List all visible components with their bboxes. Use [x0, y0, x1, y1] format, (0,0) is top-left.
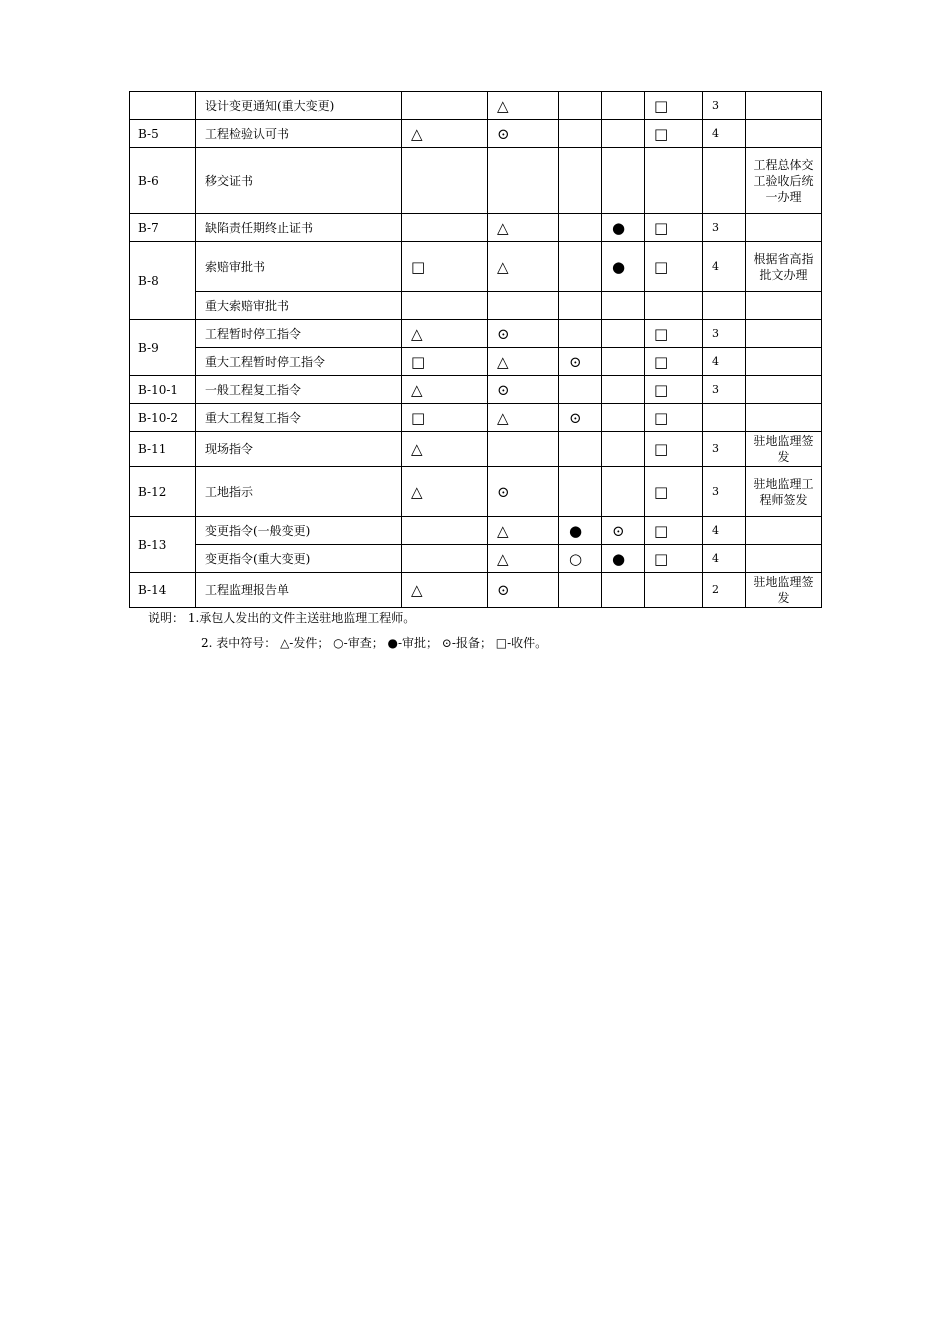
table-row	[130, 292, 822, 320]
remark-cell	[746, 320, 822, 348]
symbol-cell: ⊙	[559, 404, 602, 432]
remark-cell: 驻地监理签发	[746, 432, 822, 467]
symbol-cell: △	[488, 404, 559, 432]
symbol-cell: □	[645, 242, 703, 292]
copies-cell	[703, 292, 746, 320]
document-name-cell: 缺陷责任期终止证书	[196, 214, 402, 242]
copies-cell: 4	[703, 545, 746, 573]
symbol-cell: ⊙	[488, 120, 559, 148]
symbol-cell	[602, 92, 645, 120]
copies-cell: 3	[703, 376, 746, 404]
symbol-cell: □	[645, 120, 703, 148]
symbol-cell	[559, 120, 602, 148]
symbol-cell: ●	[559, 517, 602, 545]
symbol-cell: △	[488, 242, 559, 292]
symbol-cell: △	[488, 517, 559, 545]
symbol-cell	[488, 148, 559, 214]
symbol-cell: △	[402, 320, 488, 348]
symbol-cell	[559, 573, 602, 608]
document-name-cell: 重大索赔审批书	[196, 292, 402, 320]
document-code-cell: B-7	[130, 214, 196, 242]
document-code-cell: B-5	[130, 120, 196, 148]
table-row	[130, 467, 822, 517]
table-body	[130, 92, 822, 608]
symbol-cell	[602, 148, 645, 214]
copies-cell: 3	[703, 214, 746, 242]
document-name-cell: 工地指示	[196, 467, 402, 517]
symbol-cell: △	[488, 214, 559, 242]
symbol-cell: ●	[602, 545, 645, 573]
copies-cell: 4	[703, 348, 746, 376]
symbol-cell	[602, 348, 645, 376]
document-name-cell: 变更指令(一般变更)	[196, 517, 402, 545]
table-row	[130, 404, 822, 432]
document-code-cell: B-6	[130, 148, 196, 214]
symbol-cell	[602, 292, 645, 320]
symbol-cell: ⊙	[488, 376, 559, 404]
symbol-cell	[602, 376, 645, 404]
remark-cell	[746, 214, 822, 242]
symbol-cell	[559, 432, 602, 467]
symbol-cell	[645, 292, 703, 320]
symbol-cell: △	[402, 467, 488, 517]
symbol-cell: □	[645, 404, 703, 432]
symbol-cell: △	[402, 573, 488, 608]
remark-cell	[746, 348, 822, 376]
document-code-cell: B-11	[130, 432, 196, 467]
symbol-cell: □	[645, 467, 703, 517]
table-row	[130, 214, 822, 242]
symbol-cell: ⊙	[602, 517, 645, 545]
document-name-cell: 设计变更通知(重大变更)	[196, 92, 402, 120]
symbol-cell: □	[402, 242, 488, 292]
document-code-cell: B-8	[130, 242, 196, 320]
table-row	[130, 517, 822, 545]
remark-cell	[746, 517, 822, 545]
table-row	[130, 376, 822, 404]
document-name-cell: 索赔审批书	[196, 242, 402, 292]
copies-cell: 2	[703, 573, 746, 608]
copies-cell: 4	[703, 242, 746, 292]
document-code-cell: B-13	[130, 517, 196, 573]
document-name-cell: 重大工程复工指令	[196, 404, 402, 432]
symbol-cell	[559, 376, 602, 404]
table-row	[130, 120, 822, 148]
document-table	[129, 91, 822, 608]
symbol-cell: ○	[559, 545, 602, 573]
table-row	[130, 432, 822, 467]
table-row	[130, 573, 822, 608]
symbol-cell: △	[488, 545, 559, 573]
document-name-cell: 移交证书	[196, 148, 402, 214]
note-line-2: 2. 表中符号： △-发件； ○-审查； ●-审批； ⊙-报备； □-收件。	[201, 636, 548, 650]
symbol-cell: □	[645, 517, 703, 545]
note-line-1: 说明： 1.承包人发出的文件主送驻地监理工程师。	[148, 611, 416, 625]
symbol-cell: △	[488, 348, 559, 376]
symbol-cell: ●	[602, 214, 645, 242]
copies-cell: 3	[703, 432, 746, 467]
symbol-cell: ⊙	[488, 573, 559, 608]
table-row	[130, 348, 822, 376]
symbol-cell	[402, 92, 488, 120]
symbol-cell: △	[402, 432, 488, 467]
copies-cell	[703, 404, 746, 432]
symbol-cell: □	[645, 92, 703, 120]
remark-cell: 工程总体交工验收后统一办理	[746, 148, 822, 214]
document-code-cell: B-10-2	[130, 404, 196, 432]
symbol-cell: □	[402, 348, 488, 376]
symbol-cell	[402, 545, 488, 573]
copies-cell: 3	[703, 467, 746, 517]
symbol-cell	[559, 242, 602, 292]
document-name-cell: 现场指令	[196, 432, 402, 467]
document-name-cell: 重大工程暂时停工指令	[196, 348, 402, 376]
symbol-cell	[488, 292, 559, 320]
remark-cell	[746, 92, 822, 120]
table-row	[130, 242, 822, 292]
symbol-cell	[559, 467, 602, 517]
document-code-cell: B-14	[130, 573, 196, 608]
symbol-cell: △	[488, 92, 559, 120]
document-name-cell: 一般工程复工指令	[196, 376, 402, 404]
symbol-cell	[559, 148, 602, 214]
symbol-cell	[602, 573, 645, 608]
document-name-cell: 工程暂时停工指令	[196, 320, 402, 348]
symbol-cell: □	[402, 404, 488, 432]
document-code-cell	[130, 92, 196, 120]
symbol-cell	[645, 573, 703, 608]
symbol-cell: □	[645, 320, 703, 348]
document-code-cell: B-12	[130, 467, 196, 517]
symbol-cell	[402, 214, 488, 242]
symbol-cell	[559, 320, 602, 348]
symbol-cell: □	[645, 432, 703, 467]
copies-cell: 4	[703, 120, 746, 148]
table-row	[130, 545, 822, 573]
symbol-cell: ⊙	[488, 320, 559, 348]
symbol-cell	[402, 517, 488, 545]
copies-cell: 3	[703, 320, 746, 348]
document-name-cell: 工程检验认可书	[196, 120, 402, 148]
symbol-cell: △	[402, 376, 488, 404]
remark-cell	[746, 545, 822, 573]
document-name-cell: 工程监理报告单	[196, 573, 402, 608]
copies-cell: 3	[703, 92, 746, 120]
table-row	[130, 320, 822, 348]
table-row	[130, 148, 822, 214]
symbol-cell: □	[645, 348, 703, 376]
symbol-cell: □	[645, 545, 703, 573]
symbol-cell	[402, 292, 488, 320]
symbol-cell	[602, 404, 645, 432]
symbol-cell	[402, 148, 488, 214]
remark-cell: 根据省高指批文办理	[746, 242, 822, 292]
symbol-cell: ⊙	[488, 467, 559, 517]
symbol-cell	[559, 292, 602, 320]
symbol-cell: △	[402, 120, 488, 148]
document-code-cell: B-10-1	[130, 376, 196, 404]
symbol-cell	[602, 467, 645, 517]
symbol-cell	[602, 320, 645, 348]
document-code-cell: B-9	[130, 320, 196, 376]
copies-cell: 4	[703, 517, 746, 545]
symbol-cell: ⊙	[559, 348, 602, 376]
symbol-cell	[488, 432, 559, 467]
table-row	[130, 92, 822, 120]
symbol-cell: ●	[602, 242, 645, 292]
remark-cell	[746, 120, 822, 148]
remark-cell	[746, 404, 822, 432]
remark-cell: 驻地监理签发	[746, 573, 822, 608]
remark-cell: 驻地监理工程师签发	[746, 467, 822, 517]
remark-cell	[746, 292, 822, 320]
symbol-cell	[602, 432, 645, 467]
document-name-cell: 变更指令(重大变更)	[196, 545, 402, 573]
copies-cell	[703, 148, 746, 214]
symbol-cell	[645, 148, 703, 214]
remark-cell	[746, 376, 822, 404]
symbol-cell: □	[645, 214, 703, 242]
symbol-cell	[602, 120, 645, 148]
symbol-cell	[559, 214, 602, 242]
symbol-cell: □	[645, 376, 703, 404]
symbol-cell	[559, 92, 602, 120]
